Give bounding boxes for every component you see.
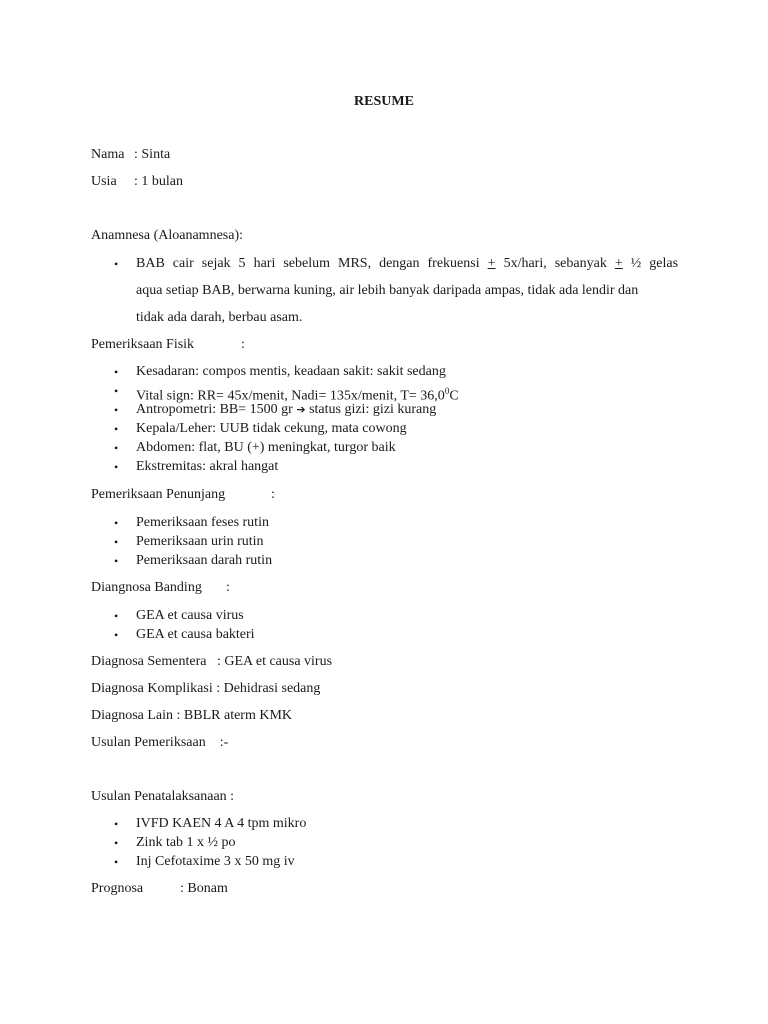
prognosa-label: Prognosa [91, 881, 144, 896]
penatalaksanaan-item: Zink tab 1 x ½ po [136, 835, 236, 850]
bullet-icon: • [114, 628, 119, 642]
penatalaksanaan-heading: Usulan Penatalaksanaan : [91, 789, 235, 804]
plus-minus-sign: + [487, 256, 496, 271]
degree-superscript: 0 [444, 386, 450, 396]
bullet-icon: • [114, 554, 119, 568]
penatalaksanaan-item: IVFD KAEN 4 A 4 tpm mikro [136, 816, 307, 831]
antropometri-status: status gizi: gizi kurang [309, 402, 437, 417]
bullet-icon: • [114, 535, 119, 549]
fisik-item [136, 401, 436, 419]
usulan-pemeriksaan: Usulan Pemeriksaan :- [91, 735, 229, 750]
nama-value: : Sinta [134, 147, 171, 162]
penunjang-item: Pemeriksaan feses rutin [136, 515, 269, 530]
penatalaksanaan-item: Inj Cefotaxime 3 x 50 mg iv [136, 854, 295, 869]
bullet-icon: • [114, 516, 119, 530]
anamnesa-heading: Anamnesa (Aloanamnesa): [91, 228, 243, 243]
usia-label: Usia [91, 174, 117, 189]
anamnesa-text-1c: ½ gelas [630, 256, 679, 271]
anamnesa-line-3: tidak ada darah, berbau asam. [136, 310, 303, 325]
anamnesa-text-1a: BAB cair sejak 5 hari sebelum MRS, dengan frekuensi [136, 256, 480, 271]
diagnosa-sementara: Diagnosa Sementera : GEA et causa virus [91, 654, 333, 669]
usia-value: : 1 bulan [134, 174, 183, 189]
prognosa-value: : Bonam [180, 881, 228, 896]
fisik-heading: Pemeriksaan Fisik [91, 337, 195, 352]
bullet-icon: • [114, 609, 119, 623]
bullet-icon: • [114, 422, 119, 436]
bullet-icon: • [114, 855, 119, 869]
anamnesa-text-1b: 5x/hari, sebanyak [503, 256, 607, 271]
nama-label: Nama [91, 147, 125, 162]
fisik-item: Ekstremitas: akral hangat [136, 459, 279, 474]
penunjang-heading: Pemeriksaan Penunjang [91, 487, 226, 502]
banding-item: GEA et causa virus [136, 608, 244, 623]
banding-heading: Diangnosa Banding [91, 580, 202, 595]
penunjang-colon: : [271, 487, 275, 502]
fisik-item: Kepala/Leher: UUB tidak cekung, mata cowong [136, 421, 407, 436]
antropometri-text: Antropometri: BB= 1500 gr [136, 402, 293, 417]
bullet-icon: • [114, 836, 119, 850]
diagnosa-lain: Diagnosa Lain : BBLR aterm KMK [91, 708, 293, 723]
bullet-icon: • [114, 441, 119, 455]
plus-minus-sign: + [614, 256, 623, 271]
penunjang-item: Pemeriksaan urin rutin [136, 534, 264, 549]
fisik-colon: : [241, 337, 245, 352]
vital-sign-text: Vital sign: RR= 45x/menit, Nadi= 135x/menit, T= 36,0 [136, 388, 445, 404]
bullet-icon: • [114, 257, 119, 271]
bullet-icon: • [114, 384, 119, 398]
anamnesa-line-2: aqua setiap BAB, berwarna kuning, air lebih banyak daripada ampas, tidak ada lendir dan [136, 283, 639, 298]
penunjang-item: Pemeriksaan darah rutin [136, 553, 273, 568]
bullet-icon: • [114, 817, 119, 831]
bullet-icon: • [114, 365, 119, 379]
anamnesa-line-1 [136, 255, 678, 273]
banding-item: GEA et causa bakteri [136, 627, 255, 642]
diagnosa-komplikasi: Diagnosa Komplikasi : Dehidrasi sedang [91, 681, 321, 696]
page-title: RESUME [354, 94, 414, 109]
vital-unit: C [449, 388, 459, 404]
fisik-item: Abdomen: flat, BU (+) meningkat, turgor baik [136, 440, 396, 455]
banding-colon: : [226, 580, 230, 595]
fisik-item: Kesadaran: compos mentis, keadaan sakit: sakit sedang [136, 364, 446, 379]
bullet-icon: • [114, 403, 119, 417]
arrow-right-icon: ➔ [296, 403, 306, 416]
bullet-icon: • [114, 460, 119, 474]
